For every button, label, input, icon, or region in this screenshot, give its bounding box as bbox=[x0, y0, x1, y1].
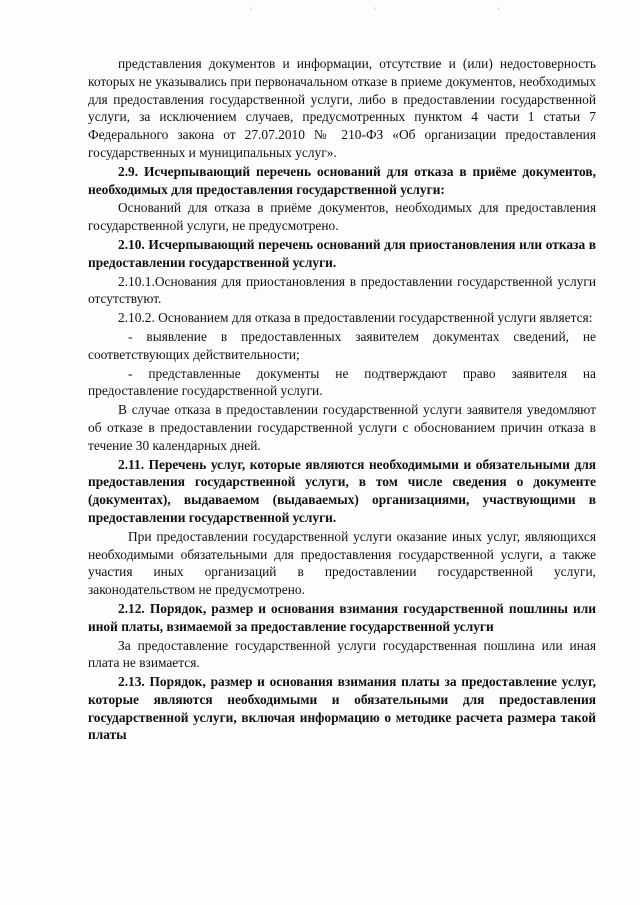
paragraph: В случае отказа в предоставлении государственной услуги заявителя уведомляют об отказе в предоставлении государственной услуги с обоснованием причин отказа в течение 30 календарных дней. bbox=[88, 402, 596, 453]
paragraph: представления документов и информации, отсутствие и (или) недостоверность которых не указывались при первоначальном отказе в приеме документов, необходимых для предоставления государственной услуги, либо в предоставлении государственной услуги, за исключением случаев, предусмотренных пунктом 4 части 1 статьи 7 Федерального закона от 27.07.2010 № 210-ФЗ «Об организации предоставления государственных и муниципальных услуг». bbox=[88, 56, 596, 160]
paragraph: При предоставлении государственной услуги оказание иных услуг, являющихся необходимыми обязательными для предоставления государственной услуги, а также участия иных организаций в предоставлении государственной услуги, законодательством не предусмотрено. bbox=[88, 528, 596, 598]
paragraph: За предоставление государственной услуги государственная пошлина или иная плата не взимается. bbox=[88, 637, 596, 671]
section-heading: 2.10. Исчерпывающий перечень оснований для приостановления или отказа в предоставлении государственной услуги. bbox=[88, 236, 596, 270]
section-heading: 2.9. Исчерпывающий перечень оснований для отказа в приёме документов, необходимых для предоставления государственной услуги: bbox=[88, 163, 596, 197]
document-body bbox=[88, 55, 596, 744]
scan-marks: ' ' ' bbox=[250, 6, 560, 16]
paragraph: 2.10.1.Основания для приостановления в предоставлении государственной услуги отсутствуют. bbox=[88, 273, 596, 307]
section-heading: 2.12. Порядок, размер и основания взимания государственной пошлины или иной платы, взимаемой за предоставление государственной услуги bbox=[88, 600, 596, 634]
paragraph: Оснований для отказа в приёме документов, необходимых для предоставления государственной услуги, не предусмотрено. bbox=[88, 200, 596, 234]
paragraph: - представленные документы не подтверждают право заявителя на предоставление государственной услуги. bbox=[88, 365, 596, 399]
section-heading: 2.11. Перечень услуг, которые являются необходимыми и обязательными для предоставления государственной услуги, в том числе сведения о документе (документах), выдаваемом (выдаваемых) организациями, участвующими в предоставлении государственной услуги. bbox=[88, 456, 596, 525]
paragraph: - выявление в предоставленных заявителем документах сведений, не соответствующих действительности; bbox=[88, 328, 596, 362]
section-heading: 2.13. Порядок, размер и основания взимания платы за предоставление услуг, которые являются необходимыми и обязательными для предоставления государственной услуги, включая информацию о методике расчета размера такой платы bbox=[88, 674, 596, 743]
paragraph: 2.10.2. Основанием для отказа в предоставлении государственной услуги является: bbox=[118, 310, 593, 326]
